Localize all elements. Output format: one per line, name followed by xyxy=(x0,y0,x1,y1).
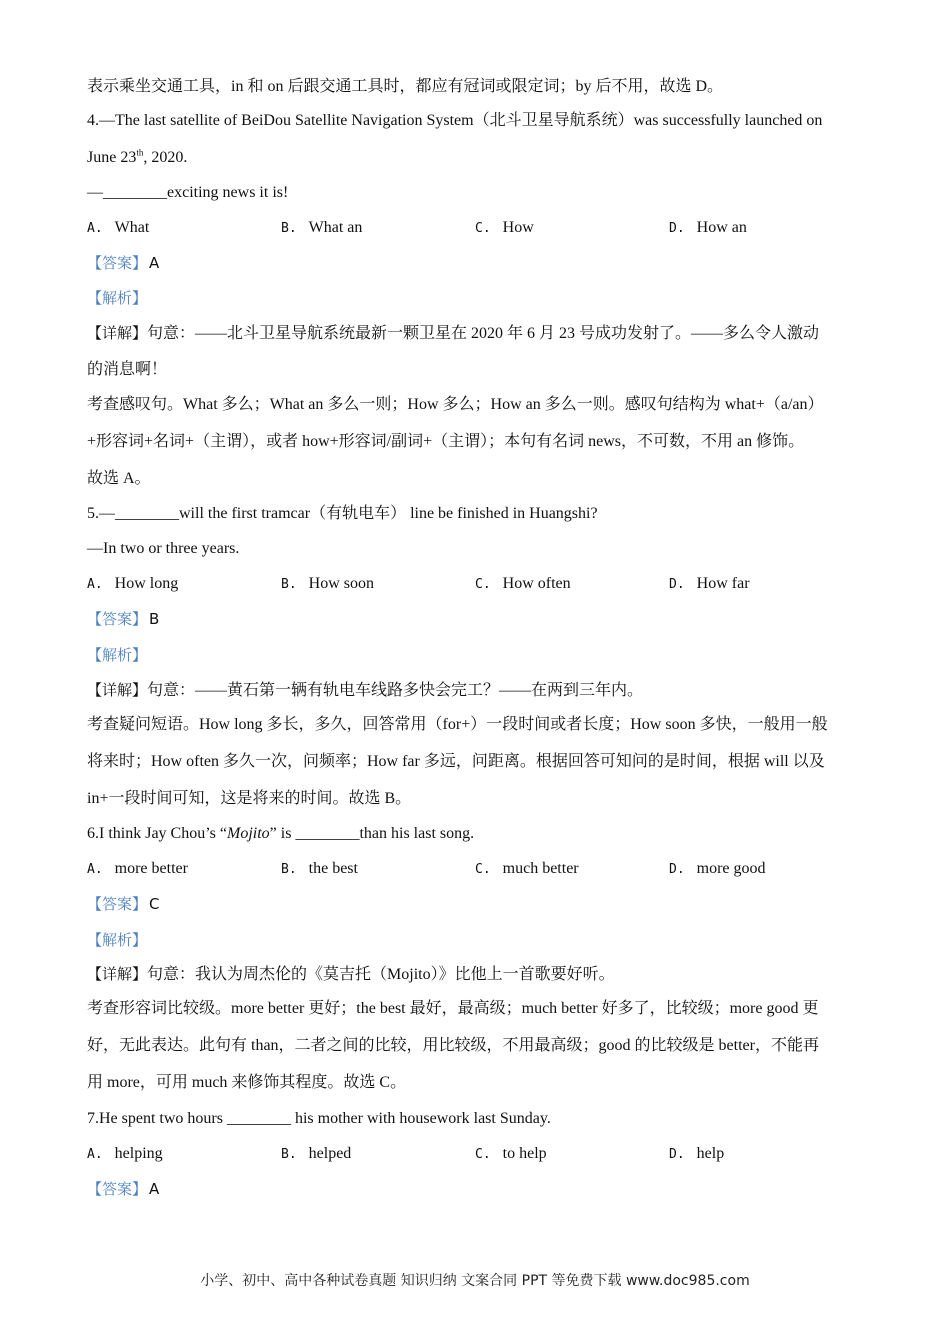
option-letter: B. xyxy=(281,1147,297,1162)
analysis-tag xyxy=(87,930,147,950)
option-b[interactable] xyxy=(281,574,374,595)
option-d[interactable] xyxy=(669,1144,724,1165)
detail-line xyxy=(87,680,643,701)
option-text: How long xyxy=(114,575,179,592)
analysis-label: 解析 xyxy=(102,931,133,949)
option-text: helping xyxy=(114,1145,163,1162)
answer-value: B xyxy=(149,610,160,628)
bracket-open: 【 xyxy=(87,324,103,342)
option-text: more good xyxy=(696,860,766,877)
option-c[interactable] xyxy=(475,218,534,239)
bracket-open: 【 xyxy=(87,931,103,949)
analysis-tag xyxy=(87,645,147,665)
question-6-options xyxy=(87,859,867,881)
answer-value: A xyxy=(149,254,160,272)
song-title: Mojito xyxy=(227,825,270,842)
option-text: How often xyxy=(502,575,571,592)
answer-tag xyxy=(87,1179,159,1199)
bracket-close: 】 xyxy=(132,610,148,628)
detail-line: 考查疑问短语。How long 多长，多久，回答常用（for+）一段时间或者长度；How soon 多快，一般用一般 xyxy=(87,716,828,733)
option-d[interactable] xyxy=(669,574,750,595)
question-5-reply: —In two or three years. xyxy=(87,540,240,557)
date-superscript: th xyxy=(136,147,144,158)
detail-line: 用 more，可用 much 来修饰其程度。故选 C。 xyxy=(87,1074,407,1091)
bracket-close: 】 xyxy=(132,324,148,342)
option-d[interactable] xyxy=(669,218,747,239)
text-line: 表示乘坐交通工具，in 和 on 后跟交通工具时，都应有冠词或限定词；by 后不用，故选 D。 xyxy=(87,78,724,95)
option-text: to help xyxy=(502,1145,547,1162)
option-letter: D. xyxy=(669,577,685,592)
bracket-open: 【 xyxy=(87,289,103,307)
option-c[interactable] xyxy=(475,574,571,595)
option-letter: A. xyxy=(87,862,103,877)
detail-text: 句意：——黄石第一辆有轨电车线路多快会完工？——在两到三年内。 xyxy=(147,682,644,699)
option-b[interactable] xyxy=(281,859,358,880)
detail-label: 详解 xyxy=(102,324,133,342)
analysis-label: 解析 xyxy=(102,289,133,307)
option-b[interactable] xyxy=(281,218,362,239)
option-letter: B. xyxy=(281,577,297,592)
option-c[interactable] xyxy=(475,1144,547,1165)
answer-tag xyxy=(87,609,159,629)
bracket-close: 】 xyxy=(132,965,148,983)
stem-text: 6.I think Jay Chou’s “ xyxy=(87,825,227,842)
option-text: the best xyxy=(308,860,358,877)
question-4-options xyxy=(87,218,867,240)
question-4-stem-date xyxy=(87,148,187,168)
option-c[interactable] xyxy=(475,859,579,880)
detail-line: 好，无此表达。此句有 than，二者之间的比较，用比较级，不用最高级；good 的比较级是 better，不能再 xyxy=(87,1037,819,1054)
option-a[interactable] xyxy=(87,1144,163,1165)
answer-label: 答案 xyxy=(102,254,133,272)
detail-line: 考查感叹句。What 多么；What an 多么一则；How 多么；How an 多么一则。感叹句结构为 what+（a/an） xyxy=(87,396,824,413)
answer-value: A xyxy=(149,1180,160,1198)
detail-label: 详解 xyxy=(102,965,133,983)
bracket-open: 【 xyxy=(87,965,103,983)
option-letter: A. xyxy=(87,577,103,592)
bracket-close: 】 xyxy=(132,931,148,949)
detail-text: 句意：我认为周杰伦的《莫吉托（Mojito）》比他上一首歌要好听。 xyxy=(147,966,615,983)
bracket-open: 【 xyxy=(87,1180,103,1198)
option-text: helped xyxy=(308,1145,352,1162)
detail-line xyxy=(87,323,819,344)
option-text: How far xyxy=(696,575,750,592)
option-a[interactable] xyxy=(87,574,178,595)
analysis-tag xyxy=(87,288,147,308)
stem-text: ” is ________than his last song. xyxy=(269,825,475,842)
option-letter: C. xyxy=(475,221,491,236)
option-text: help xyxy=(696,1145,725,1162)
bracket-close: 】 xyxy=(132,289,148,307)
question-7-options xyxy=(87,1144,867,1166)
answer-tag xyxy=(87,253,159,273)
option-a[interactable] xyxy=(87,859,188,880)
option-letter: C. xyxy=(475,1147,491,1162)
option-letter: B. xyxy=(281,862,297,877)
bracket-open: 【 xyxy=(87,646,103,664)
option-letter: C. xyxy=(475,862,491,877)
answer-value: C xyxy=(149,895,160,913)
detail-text: 句意：——北斗卫星导航系统最新一颗卫星在 2020 年 6 月 23 号成功发射了。——多么令人激动 xyxy=(147,325,820,342)
detail-line: 将来时；How often 多久一次，问频率；How far 多远，问距离。根据回答可知问的是时间，根据 will 以及 xyxy=(87,753,825,770)
question-6-stem xyxy=(87,824,474,844)
answer-label: 答案 xyxy=(102,1180,133,1198)
option-text: What xyxy=(114,219,150,236)
bracket-open: 【 xyxy=(87,681,103,699)
question-5-stem: 5.—________will the first tramcar（有轨电车） line be finished in Huangshi? xyxy=(87,505,598,522)
option-letter: A. xyxy=(87,221,103,236)
answer-label: 答案 xyxy=(102,895,133,913)
question-4-stem: 4.—The last satellite of BeiDou Satellite Navigation System（北斗卫星导航系统）was successfully launched on xyxy=(87,112,823,129)
option-b[interactable] xyxy=(281,1144,351,1165)
option-text: much better xyxy=(502,860,579,877)
detail-line: 的消息啊！ xyxy=(87,361,168,378)
option-d[interactable] xyxy=(669,859,766,880)
detail-line xyxy=(87,964,615,985)
answer-label: 答案 xyxy=(102,610,133,628)
option-letter: D. xyxy=(669,862,685,877)
bracket-close: 】 xyxy=(132,1180,148,1198)
detail-line: 故选 A。 xyxy=(87,470,151,487)
bracket-close: 】 xyxy=(132,895,148,913)
option-letter: D. xyxy=(669,1147,685,1162)
option-text: How xyxy=(502,219,534,236)
option-text: How soon xyxy=(308,575,374,592)
detail-line: +形容词+名词+（主谓），或者 how+形容词/副词+（主谓）；本句有名词 news，不可数，不用 an 修饰。 xyxy=(87,433,805,450)
option-a[interactable] xyxy=(87,218,149,239)
question-7-stem: 7.He spent two hours ________ his mother with housework last Sunday. xyxy=(87,1110,551,1127)
option-letter: A. xyxy=(87,1147,103,1162)
option-text: more better xyxy=(114,860,188,877)
option-text: What an xyxy=(308,219,363,236)
question-4-blank-line: —________exciting news it is! xyxy=(87,184,289,201)
bracket-close: 】 xyxy=(132,646,148,664)
option-letter: C. xyxy=(475,577,491,592)
page-footer: 小学、初中、高中各种试卷真题 知识归纳 文案合同 PPT 等免费下载 www.doc985.com xyxy=(200,1273,750,1289)
analysis-label: 解析 xyxy=(102,646,133,664)
bracket-open: 【 xyxy=(87,610,103,628)
option-letter: B. xyxy=(281,221,297,236)
bracket-close: 】 xyxy=(132,681,148,699)
bracket-open: 【 xyxy=(87,895,103,913)
question-5-options xyxy=(87,574,867,596)
detail-line: in+一段时间可知，这是将来的时间。故选 B。 xyxy=(87,790,412,807)
date-text: June 23 xyxy=(87,149,137,166)
option-letter: D. xyxy=(669,221,685,236)
detail-label: 详解 xyxy=(102,681,133,699)
option-text: How an xyxy=(696,219,747,236)
date-year: , 2020. xyxy=(143,149,188,166)
bracket-close: 】 xyxy=(132,254,148,272)
bracket-open: 【 xyxy=(87,254,103,272)
detail-line: 考查形容词比较级。more better 更好；the best 最好，最高级；much better 好多了，比较级；more good 更 xyxy=(87,1000,819,1017)
answer-tag xyxy=(87,894,160,914)
